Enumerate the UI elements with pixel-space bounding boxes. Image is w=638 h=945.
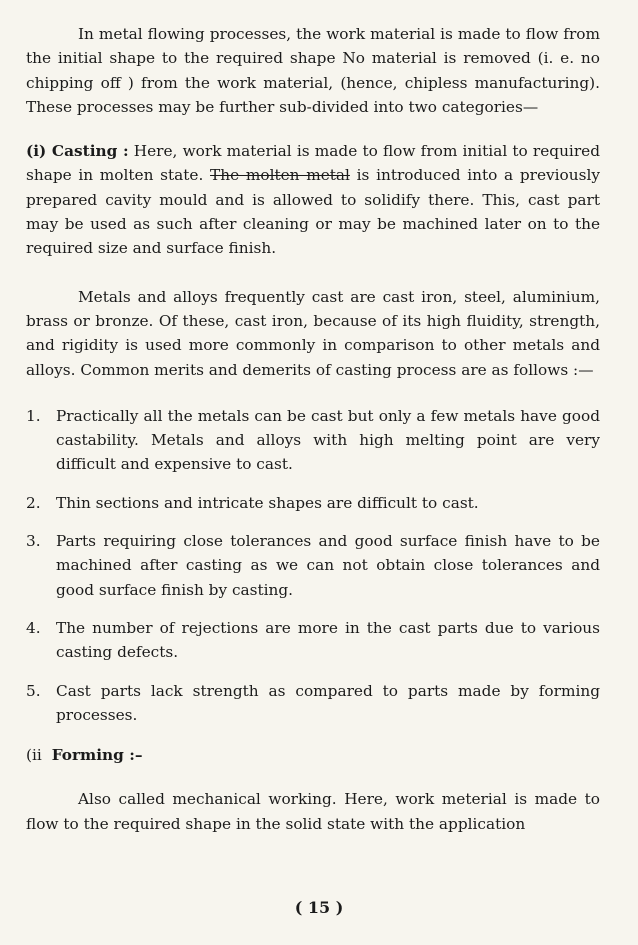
list-item [26,529,600,602]
list-item-number: 2. [26,493,41,512]
list-item-number: 3. [26,532,41,551]
casting-text-2: is introduced into a previously prepared cavity mould and is allowed to solidify there. This, cast part may be used as such after cleaning or may be machined later on to the required size and surface finish. [26,166,600,258]
list-item-text: Practically all the metals can be cast but only a few metals have good castability. Metals and alloys with high melting point are very difficult and expensive to cast. [56,406,600,474]
forming-paragraph: Also called mechanical working. Here, work meterial is made to flow to the required shape in the solid state with the application [26,790,600,833]
casting-text: Here, work material is made to flow from initial to required shape in molten state. [26,142,600,185]
forming-label: Forming :– [51,746,143,765]
list-item-number: 4. [26,618,41,637]
casting-label: (i) Casting : [26,142,129,161]
list-item-text: Cast parts lack strength as compared to parts made by forming processes. [56,681,600,724]
intro-paragraph: In metal flowing processes, the work material is made to flow from the initial shape to the required shape No material is removed (i. e. no chipping off ) from the work material, (hence, chipless manufacturing). These processes may be further sub-divided into two categories— [26,25,600,116]
casting-struck-text: The molten metal [210,166,350,185]
merits-list [26,404,600,727]
list-item [26,679,600,728]
list-item-text: The number of rejections are more in the cast parts due to various casting defects. [56,618,600,662]
metals-paragraph: Metals and alloys frequently cast are cast iron, steel, aluminium, brass or bronze. Of these, cast iron, because of its high fluidity, strength, and rigidity is used more commonly in comparison to other metals and alloys. Common merits and demerits of casting process are as follows :— [26,287,600,379]
list-item [26,491,600,515]
casting-paragraph [26,139,600,260]
forming-heading [26,743,600,767]
list-item [26,616,600,665]
page-number: ( 15 ) [294,898,344,917]
list-item [26,404,600,477]
list-item-number: 5. [26,681,41,700]
list-item-number: 1. [26,406,41,425]
forming-number: (ii [26,746,42,765]
list-item-text: Thin sections and intricate shapes are difficult to cast. [56,493,479,512]
list-item-text: Parts requiring close tolerances and good surface finish have to be machined after casting as we can not obtain close tolerances and good surface finish by casting. [56,532,600,599]
